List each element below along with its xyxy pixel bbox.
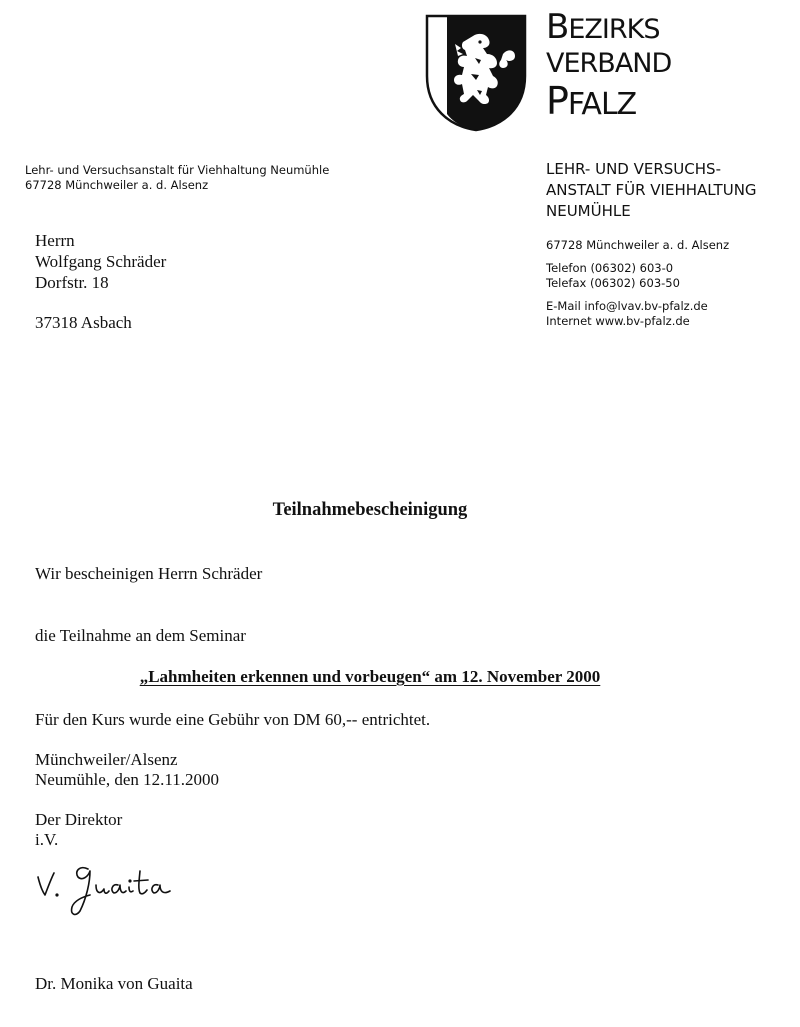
sender-line: Lehr- und Versuchsanstalt für Viehhaltung Neumühle (25, 163, 330, 177)
signatory-name: Dr. Monika von Guaita (35, 974, 193, 993)
institution-name (546, 159, 757, 222)
handwritten-signature (30, 855, 180, 925)
signatory-iv: i.V. (35, 830, 59, 849)
seminar-title (0, 667, 740, 687)
website: Internet www.bv-pfalz.de (546, 314, 690, 328)
phone-number: Telefon (06302) 603-0 (546, 261, 674, 275)
seminar-title-text: „Lahmheiten erkennen und vorbeugen“ am 12. November 2000 (139, 667, 601, 686)
signatory-role: Der Direktor (35, 810, 123, 829)
institution-name-line: NEUMÜHLE (546, 202, 631, 220)
recipient-city: 37318 Asbach (35, 313, 132, 332)
recipient-name: Wolfgang Schräder (35, 252, 167, 271)
recipient-street: Dorfstr. 18 (35, 273, 109, 292)
document-title: Teilnahmebescheinigung (272, 500, 468, 520)
institution-name-line: LEHR- UND VERSUCHS- (546, 160, 721, 178)
certify-line: Wir bescheinigen Herrn Schräder (35, 564, 263, 583)
recipient-salutation: Herrn (35, 231, 75, 250)
recipient-address (35, 230, 166, 333)
place-line: Münchweiler/Alsenz (35, 750, 178, 769)
participation-line: die Teilnahme an dem Seminar (35, 626, 246, 645)
date-line: Neumühle, den 12.11.2000 (35, 770, 219, 789)
fee-line: Für den Kurs wurde eine Gebühr von DM 60,-- entrichtet. (35, 710, 431, 729)
sender-line: 67728 Münchweiler a. d. Alsenz (25, 178, 209, 192)
fax-number: Telefax (06302) 603-50 (546, 276, 680, 290)
institution-contact (546, 238, 729, 329)
email-address: E-Mail info@lvav.bv-pfalz.de (546, 299, 708, 313)
organization-logo-text: BEZIRKS VERBAND PFALZ (546, 7, 672, 123)
sender-address (25, 163, 329, 193)
lion-coat-of-arms-icon (425, 14, 527, 132)
institution-address: 67728 Münchweiler a. d. Alsenz (546, 238, 730, 252)
institution-name-line: ANSTALT FÜR VIEHHALTUNG (546, 181, 757, 199)
